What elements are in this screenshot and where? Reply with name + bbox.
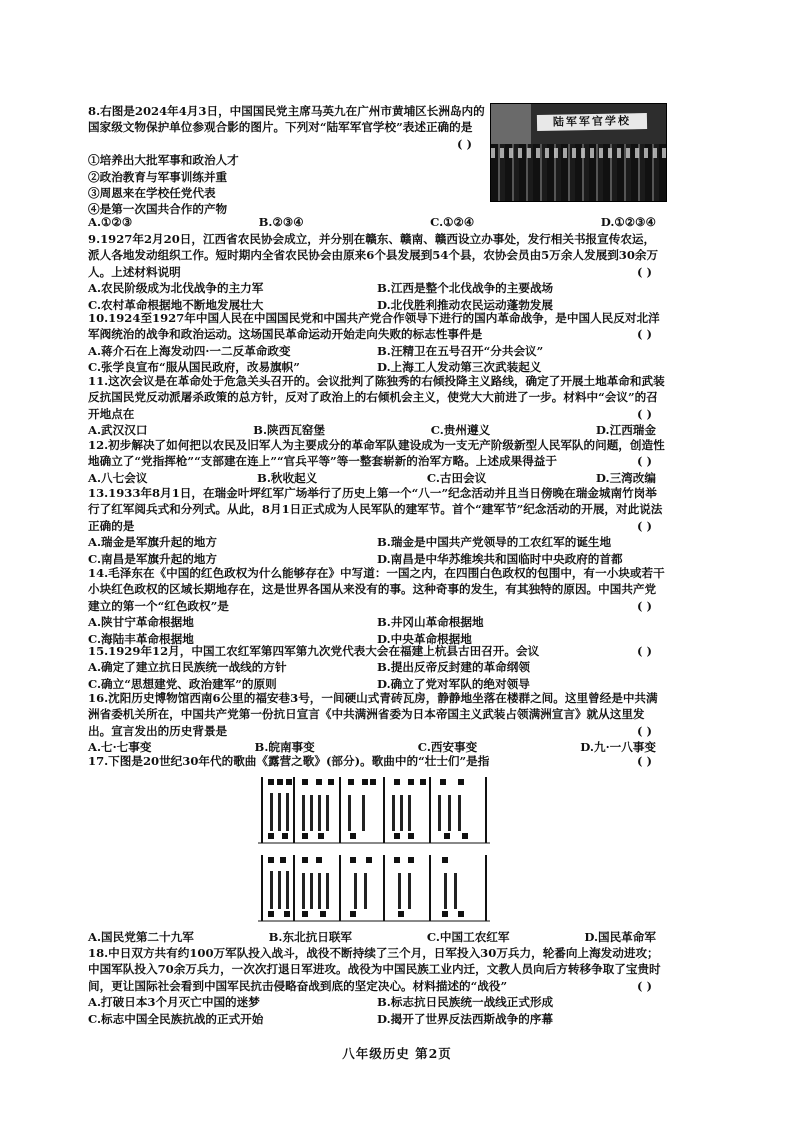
option-b: B.井冈山革命根据地: [377, 615, 484, 630]
option-d: D.国民革命军: [584, 930, 656, 944]
question-14: [88, 565, 666, 647]
statement-item: ③周恩来在学校任党代表: [88, 186, 216, 201]
option-c: C.标志中国全民族抗战的正式开始: [88, 1011, 264, 1026]
option-b: B.②③④: [258, 215, 304, 229]
option-b: B.瑞金是中国共产党领导的工农红军的诞生地: [377, 535, 612, 550]
option-d: D.北伐胜利推动农民运动蓬勃发展: [377, 297, 553, 312]
option-d: D.揭开了世界反法西斯战争的序幕: [377, 1011, 553, 1026]
option-b: B.皖南事变: [254, 740, 315, 755]
answer-paren: ( ): [636, 327, 652, 342]
option-c: C.贵州遵义: [430, 423, 491, 438]
question-12: [88, 437, 666, 486]
option-d: D.南昌是中华苏维埃共和国临时中央政府的首都: [377, 551, 623, 566]
answer-paren: ( ): [636, 598, 652, 613]
page-footer: 八年级历史 第2页: [342, 1046, 452, 1061]
statement-item: ①培养出大批军事和政治人才: [88, 153, 239, 168]
question-stem: 15.1929年12月，中国工农红军第四军第九次党代表大会在福建上杭县古田召开。会议: [88, 644, 540, 658]
question-17-options: [88, 929, 666, 945]
option-a: A.武汉汉口: [88, 423, 148, 438]
photo-sign: 陆军军官学校: [537, 113, 647, 131]
option-a: A.农民阶级成为北伐战争的主力军: [88, 281, 264, 296]
question-18: [88, 945, 666, 1027]
option-a: A.国民党第二十九军: [88, 930, 194, 944]
option-c: C.张学良宣布“服从国民政府，改易旗帜”: [88, 360, 300, 375]
option-c: C.海陆丰革命根据地: [88, 631, 194, 646]
answer-paren: ( ): [636, 754, 652, 768]
option-b: B.提出反帝反封建的革命纲领: [377, 660, 530, 675]
answer-paren: ( ): [636, 264, 652, 279]
option-a: A.确定了建立抗日民族统一战线的方针: [88, 660, 287, 675]
option-b: B.东北抗日联军: [268, 930, 353, 944]
option-d: D.江西瑞金: [595, 423, 656, 438]
question-stem: 17.下图是20世纪30年代的歌曲《露营之歌》(部分)。歌曲中的“壮士们”是指: [88, 754, 490, 768]
question-stem: 14.毛泽东在《中国的红色政权为什么能够存在》中写道：一国之内，在四围白色政权的包围中，有一小块或若干小块红色政权的区域长期地存在，这是世界各国从来没有的事。这种奇事的发生，有其独特的原因。中国共产党建立的第一个“红色政权”是: [88, 566, 665, 613]
question-stem: 12.初步解决了如何把以农民及旧军人为主要成分的革命军队建设成为一支无产阶级新型人民军队的问题，创造性地确立了“党指挥枪”“支部建在连上”“官兵平等”等一整套崭新的治军方略。上述成果得益于: [88, 438, 665, 469]
answer-paren: ( ): [636, 406, 652, 421]
option-d: D.三湾改编: [595, 470, 656, 485]
music-score-2: [258, 851, 490, 929]
question-8-options: [88, 214, 666, 230]
answer-paren: ( ): [636, 723, 652, 738]
option-c: C.确立“思想建党、政治建军”的原则: [88, 676, 277, 691]
academy-photo: [490, 103, 667, 202]
option-c: C.中国工农红军: [426, 930, 510, 944]
question-stem: 8.右图是2024年4月3日，中国国民党主席马英九在广州市黄埔区长洲岛内的国家级文物保护单位参观合影的图片。下列对“陆军军官学校”表述正确的是: [88, 104, 485, 135]
music-score-1: [258, 773, 490, 851]
option-a: A.七·七事变: [88, 740, 152, 755]
statement-item: ②政治教育与军事训练并重: [88, 169, 228, 184]
question-stem: 16.沈阳历史博物馆西南6公里的福安巷3号，一间硬山式青砖瓦房，静静地坐落在楼群之间。这里曾经是中共满洲省委机关所在，中国共产党第一份抗日宣言《中共满洲省委为日本帝国主义武装占领满洲宣言》就从这里发出。宣言发出的历史背景是: [88, 691, 658, 738]
answer-paren: ( ): [636, 644, 652, 658]
question-13: [88, 485, 666, 567]
question-17: [88, 753, 666, 769]
option-d: D.中央革命根据地: [377, 631, 472, 646]
option-b: B.秋收起义: [257, 470, 318, 485]
option-d: D.九·一八事变: [580, 740, 656, 755]
question-stem: 10.1924至1927年中国人民在中国国民党和中国共产党合作领导下进行的国内革命战争，是中国人民反对北洋军阀统治的战争和政治运动。这场国民革命运动开始走向失败的标志性事件是: [88, 311, 660, 342]
option-a: A.蒋介石在上海发动四·一二反革命政变: [88, 343, 291, 358]
option-b: B.江西是整个北伐战争的主要战场: [377, 281, 554, 296]
option-b: B.陕西瓦窑堡: [253, 423, 325, 438]
answer-paren: ( ): [636, 978, 652, 993]
question-15: [88, 643, 666, 692]
question-stem: 18.中日双方共有约100万军队投入战斗，战役不断持续了三个月，日军投入30万兵力，轮番向上海发动进攻；中国军队投入70余万兵力，一次次打退日军进攻。战役为中国民族工业内迁，文教人员向后方转移争取了宝贵时间，更让国际社会看到中国军民抗击侵略奋战到底的坚定决心。材料描述的“战役”: [88, 946, 661, 993]
option-a: A.八七会议: [88, 470, 148, 485]
option-a: A.陕甘宁革命根据地: [88, 615, 194, 630]
option-d: D.①②③④: [600, 215, 656, 229]
option-b: B.标志抗日民族统一战线正式形成: [377, 995, 554, 1010]
option-c: C.农村革命根据地不断地发展壮大: [88, 297, 264, 312]
answer-paren: ( ): [456, 136, 472, 151]
option-d: D.确立了党对军队的绝对领导: [377, 676, 530, 691]
answer-paren: ( ): [636, 454, 652, 469]
question-9: [88, 231, 666, 313]
option-c: C.①②④: [430, 215, 475, 229]
option-a: A.瑞金是军旗升起的地方: [88, 535, 217, 550]
option-c: C.古田会议: [426, 470, 487, 485]
option-a: A.①②③: [88, 215, 133, 229]
option-a: A.打破日本3个月灭亡中国的迷梦: [88, 995, 260, 1010]
question-16: [88, 690, 666, 756]
question-stem: 9.1927年2月20日，江西省农民协会成立，并分别在赣东、赣南、赣西设立办事处，发行相关书报宣传农运，派人各地发动组织工作。短时期内全省农民协会由原来6个县发展到54个县，农协会员由5万余人发展到30余万人。上述材料说明: [88, 232, 659, 279]
question-stem: 13.1933年8月1日，在瑞金叶坪红军广场举行了历史上第一个“八一”纪念活动并且当日傍晚在瑞金城南竹岗举行了红军阅兵式和分列式。从此，8月1日正式成为人民军队的建军节。首个“建军节”纪念活动的开展，对此说法正确的是: [88, 486, 663, 533]
question-stem: 11.这次会议是在革命处于危急关头召开的。会议批判了陈独秀的右倾投降主义路线，确定了开展土地革命和武装反抗国民党反动派屠杀政策的总方针，反对了政治上的右倾机会主义，使党大大前进了一步。材料中“会议”的召开地点在: [88, 374, 665, 421]
option-c: C.南昌是军旗升起的地方: [88, 551, 217, 566]
option-b: B.汪精卫在五号召开“分共会议”: [377, 343, 544, 358]
question-10: [88, 310, 666, 376]
option-c: C.西安事变: [417, 740, 478, 755]
option-d: D.上海工人发动第三次武装起义: [377, 360, 542, 375]
answer-paren: ( ): [636, 518, 652, 533]
question-8: [88, 103, 486, 218]
question-11: [88, 373, 666, 439]
statement-item: ④是第一次国共合作的产物: [88, 202, 228, 217]
